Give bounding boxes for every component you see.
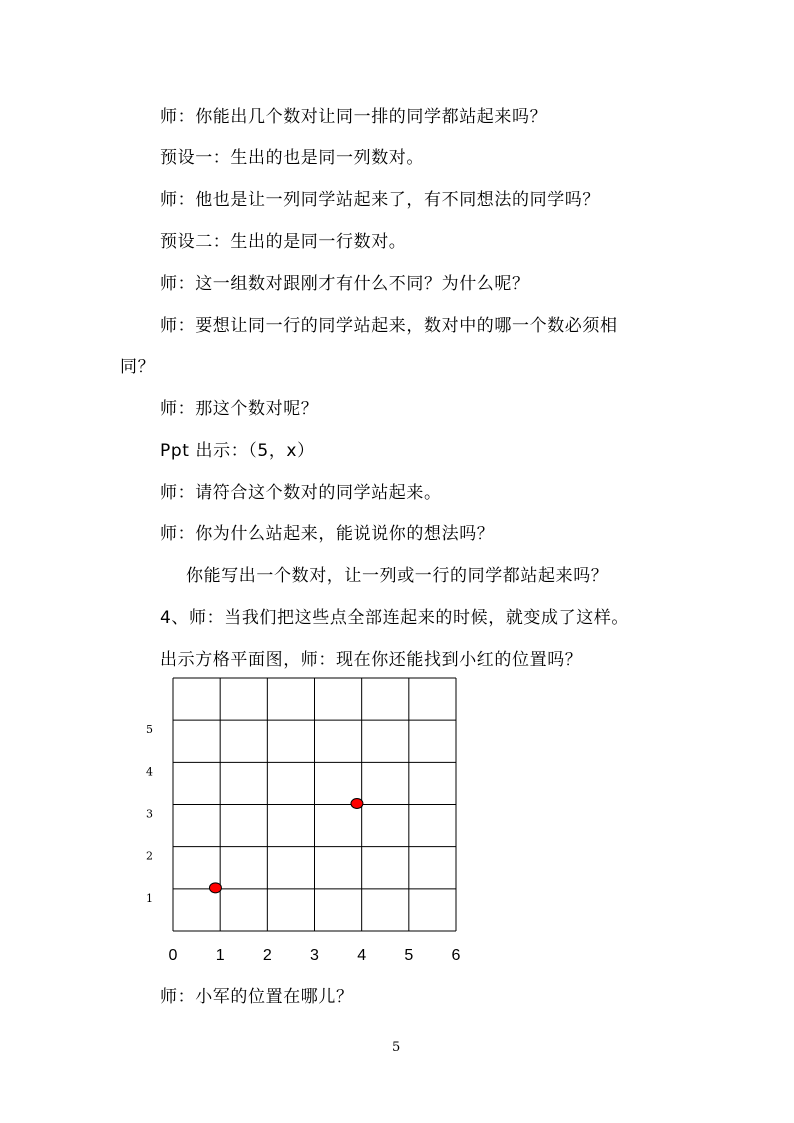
x-tick-label: 5	[404, 947, 414, 964]
y-tick-label: 3	[146, 807, 153, 821]
data-points	[209, 799, 363, 893]
data-point	[209, 883, 221, 893]
text-line-12: 你能写出一个数对，让一列或一行的同学都站起来吗？	[186, 566, 609, 586]
text-line-2: 预设一：生出的也是同一列数对。	[160, 148, 424, 168]
text-line-11: 师：你为什么站起来，能说说你的想法吗？	[160, 524, 495, 544]
x-tick-label: 2	[262, 947, 272, 964]
y-tick-label: 2	[146, 849, 153, 863]
text-line-7: 同？	[120, 357, 156, 377]
y-tick-labels	[146, 723, 153, 905]
text-line-9: Ppt 出示：（5，x）	[160, 441, 315, 461]
x-tick-label: 3	[310, 947, 319, 964]
text-line-5: 师：这一组数对跟刚才有什么不同？为什么呢？	[160, 274, 530, 294]
text-line-8: 师：那这个数对呢？	[160, 399, 319, 419]
y-tick-label: 5	[146, 723, 153, 737]
x-tick-label: 6	[451, 947, 461, 964]
text-line-1: 师：你能出几个数对让同一排的同学都站起来吗？	[160, 107, 548, 127]
y-tick-label: 4	[146, 765, 153, 779]
data-point	[351, 799, 363, 809]
text-line-4: 预设二：生出的是同一行数对。	[160, 232, 407, 252]
text-line-3: 师：他也是让一列同学站起来了，有不同想法的同学吗？	[160, 190, 600, 210]
text-line-15: 师：小军的位置在哪儿？	[160, 987, 354, 1007]
text-line-6: 师：要想让同一行的同学站起来，数对中的哪一个数必须相	[160, 316, 618, 336]
y-tick-label: 1	[146, 891, 153, 905]
text-line-13: 4、师：当我们把这些点全部连起来的时候，就变成了这样。	[160, 608, 630, 628]
page-number: 5	[392, 1040, 401, 1055]
text-line-10: 师：请符合这个数对的同学站起来。	[160, 483, 442, 503]
x-tick-label: 1	[215, 947, 225, 964]
x-tick-labels	[169, 947, 461, 964]
text-line-14: 出示方格平面图，师：现在你还能找到小红的位置吗？	[160, 650, 583, 670]
x-tick-label: 4	[357, 947, 367, 964]
x-tick-label: 0	[168, 947, 178, 964]
